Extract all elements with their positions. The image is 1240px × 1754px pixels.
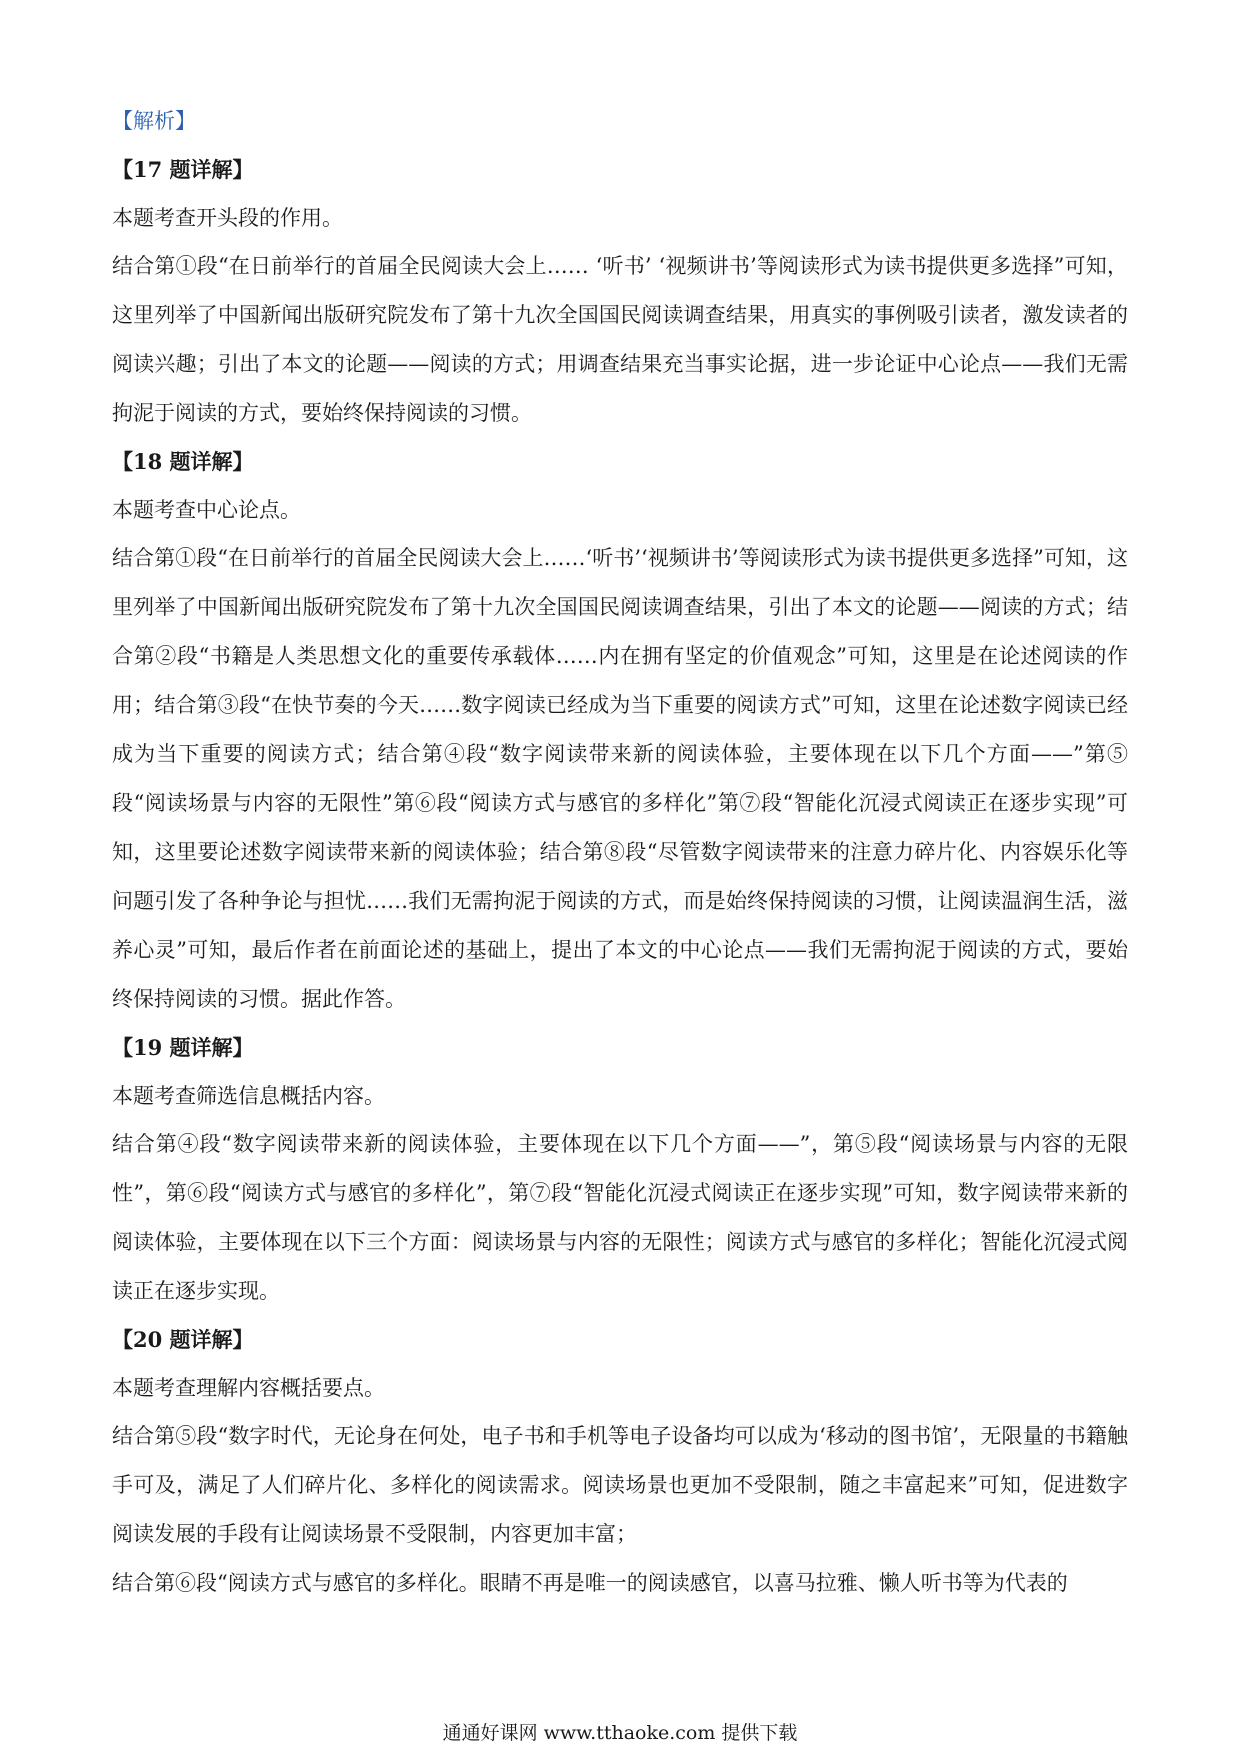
section-topic: 本题考查中心论点。 — [112, 498, 301, 522]
section-paragraph: 结合第①段“在日前举行的首届全民阅读大会上……‘听书’‘视频讲书’等阅读形式为读书提供更多选择”可知，这里列举了中国新闻出版研究院发布了第十九次全国国民阅读调查结果，引出了本文的论题——阅读的方式；结合第②段“书籍是人类思想文化的重要传承载体……内在拥有坚定的价值观念”可知，这里是在论述阅读的作用；结合第③段“在快节奏的今天……数字阅读已经成为当下重要的阅读方式”可知，这里在论述数字阅读已经成为当下重要的阅读方式；结合第④段“数字阅读带来新的阅读体验，主要体现在以下几个方面——”第⑤段“阅读场景与内容的无限性”第⑥段“阅读方式与感官的多样化”第⑦段“智能化沉浸式阅读正在逐步实现”可知，这里要论述数字阅读带来新的阅读体验；结合第⑧段“尽管数字阅读带来的注意力碎片化、内容娱乐化等问题引发了各种争论与担忧……我们无需拘泥于阅读的方式，而是始终保持阅读的习惯，让阅读温润生活，滋养心灵”可知，最后作者在前面论述的基础上，提出了本文的中心论点——我们无需拘泥于阅读的方式，要始终保持阅读的习惯。据此作答。 — [112, 546, 1128, 1011]
section-19 — [112, 1024, 1128, 1316]
analysis-heading: 【解析】 — [112, 109, 196, 133]
section-topic: 本题考查开头段的作用。 — [112, 206, 343, 230]
document-page — [112, 96, 1128, 1608]
section-20 — [112, 1316, 1128, 1608]
section-topic: 本题考查筛选信息概括内容。 — [112, 1084, 385, 1108]
section-paragraph: 结合第⑥段“阅读方式与感官的多样化。眼睛不再是唯一的阅读感官，以喜马拉雅、懒人听书等为代表的 — [112, 1571, 1068, 1595]
section-18 — [112, 438, 1128, 1024]
section-heading: 【17 题详解】 — [112, 157, 254, 182]
section-paragraph: 结合第④段“数字阅读带来新的阅读体验，主要体现在以下几个方面——”，第⑤段“阅读场景与内容的无限性”，第⑥段“阅读方式与感官的多样化”，第⑦段“智能化沉浸式阅读正在逐步实现”可知，数字阅读带来新的阅读体验，主要体现在以下三个方面：阅读场景与内容的无限性；阅读方式与感官的多样化；智能化沉浸式阅读正在逐步实现。 — [112, 1132, 1128, 1303]
section-heading: 【18 题详解】 — [112, 449, 254, 474]
section-paragraph: 结合第⑤段“数字时代，无论身在何处，电子书和手机等电子设备均可以成为‘移动的图书馆’，无限量的书籍触手可及，满足了人们碎片化、多样化的阅读需求。阅读场景也更加不受限制，随之丰富起来”可知，促进数字阅读发展的手段有让阅读场景不受限制，内容更加丰富； — [112, 1424, 1128, 1546]
page-footer: 通通好课网 www.tthaoke.com 提供下载 — [442, 1722, 798, 1744]
section-paragraph: 结合第①段“在日前举行的首届全民阅读大会上…… ‘听书’ ‘视频讲书’等阅读形式为读书提供更多选择”可知，这里列举了中国新闻出版研究院发布了第十九次全国国民阅读调查结果，用真实的事例吸引读者，激发读者的阅读兴趣；引出了本文的论题——阅读的方式；用调查结果充当事实论据，进一步论证中心论点——我们无需拘泥于阅读的方式，要始终保持阅读的习惯。 — [112, 254, 1128, 425]
section-topic: 本题考查理解内容概括要点。 — [112, 1376, 385, 1400]
section-heading: 【20 题详解】 — [112, 1327, 254, 1352]
section-17 — [112, 146, 1128, 438]
section-heading: 【19 题详解】 — [112, 1035, 254, 1060]
